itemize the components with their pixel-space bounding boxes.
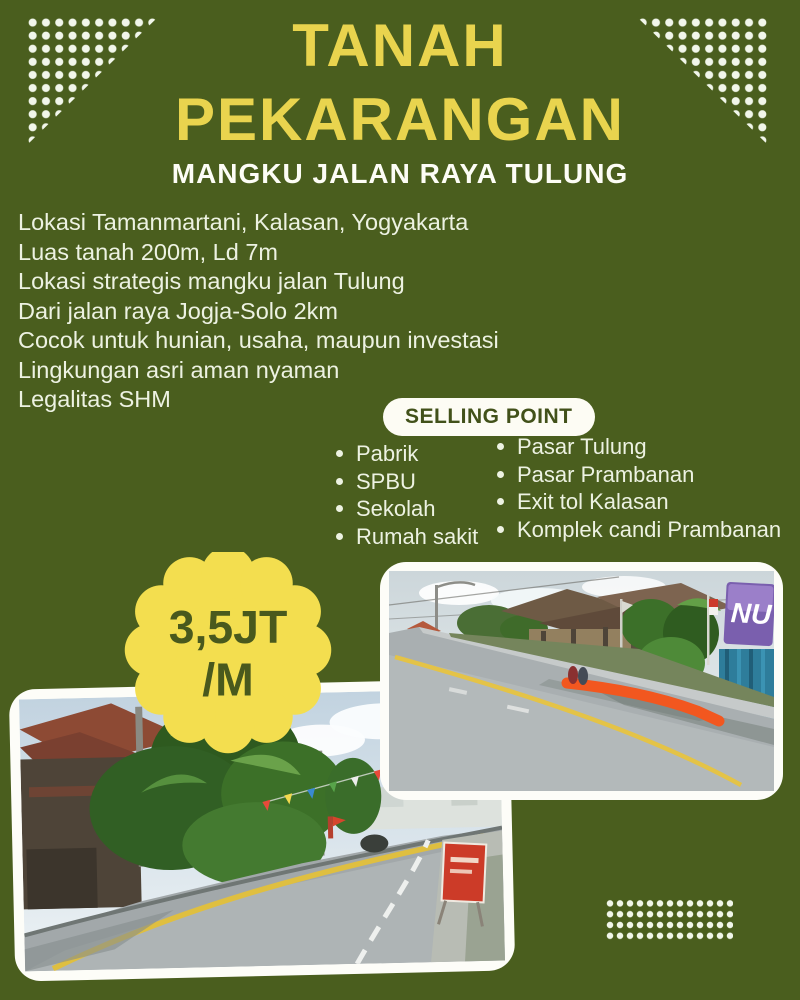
detail-line: Cocok untuk hunian, usaha, maupun investasi xyxy=(18,327,499,353)
price-badge xyxy=(123,552,333,762)
list-item-label: Pasar Prambanan xyxy=(517,461,695,487)
detail-line: Luas tanah 200m, Ld 7m xyxy=(18,238,278,265)
bullet-icon xyxy=(497,471,504,478)
selling-point-list-left xyxy=(336,441,478,551)
flyer-title-line2: PEKARANGAN xyxy=(174,86,626,153)
bullet-icon xyxy=(336,533,343,540)
purple-banner xyxy=(723,582,774,646)
dot-pattern-bottom-right xyxy=(605,898,733,942)
bullet-icon xyxy=(497,498,504,505)
price-amount: 3,5JT xyxy=(168,601,288,653)
detail-line: Dari jalan raya Jogja-Solo 2km xyxy=(18,297,339,324)
selling-point-badge: SELLING POINT xyxy=(383,398,595,436)
bullet-icon xyxy=(497,526,504,533)
list-item-label: SPBU xyxy=(356,468,416,494)
detail-line: Lokasi strategis mangku jalan Tulung xyxy=(18,268,405,294)
list-item-label: Exit tol Kalasan xyxy=(517,489,669,514)
list-item xyxy=(336,441,478,469)
list-item xyxy=(336,469,478,497)
flyer-title-line1: TANAH xyxy=(292,12,508,79)
price-badge-scallop xyxy=(123,552,333,762)
list-item xyxy=(497,434,781,462)
list-item xyxy=(497,489,781,517)
bullet-icon xyxy=(336,505,343,512)
list-item-label: Pabrik xyxy=(356,441,419,466)
selling-point-list-right xyxy=(497,434,781,544)
property-details xyxy=(18,208,578,415)
detail-line: Lokasi Tamanmartani, Kalasan, Yogyakarta xyxy=(18,209,469,235)
bullet-icon xyxy=(497,443,504,450)
list-item-label: Komplek candi Prambanan xyxy=(517,516,782,542)
list-item-label: Pasar Tulung xyxy=(517,434,647,459)
flyer-subtitle: MANGKU JALAN RAYA TULUNG xyxy=(171,158,629,189)
list-item-label: Sekolah xyxy=(356,496,436,521)
list-item-label: Rumah sakit xyxy=(356,523,479,549)
price-unit: /M xyxy=(202,653,254,706)
detail-line: Lingkungan asri aman nyaman xyxy=(18,356,340,383)
bullet-icon xyxy=(336,450,343,457)
right-road-photo-image xyxy=(389,571,774,791)
banner-text: NU xyxy=(730,597,773,631)
list-item xyxy=(497,517,781,545)
right-road-photo xyxy=(380,562,783,800)
list-item xyxy=(336,496,478,524)
list-item xyxy=(336,524,478,552)
bullet-icon xyxy=(336,478,343,485)
list-item xyxy=(497,462,781,490)
detail-line: Legalitas SHM xyxy=(18,386,171,412)
